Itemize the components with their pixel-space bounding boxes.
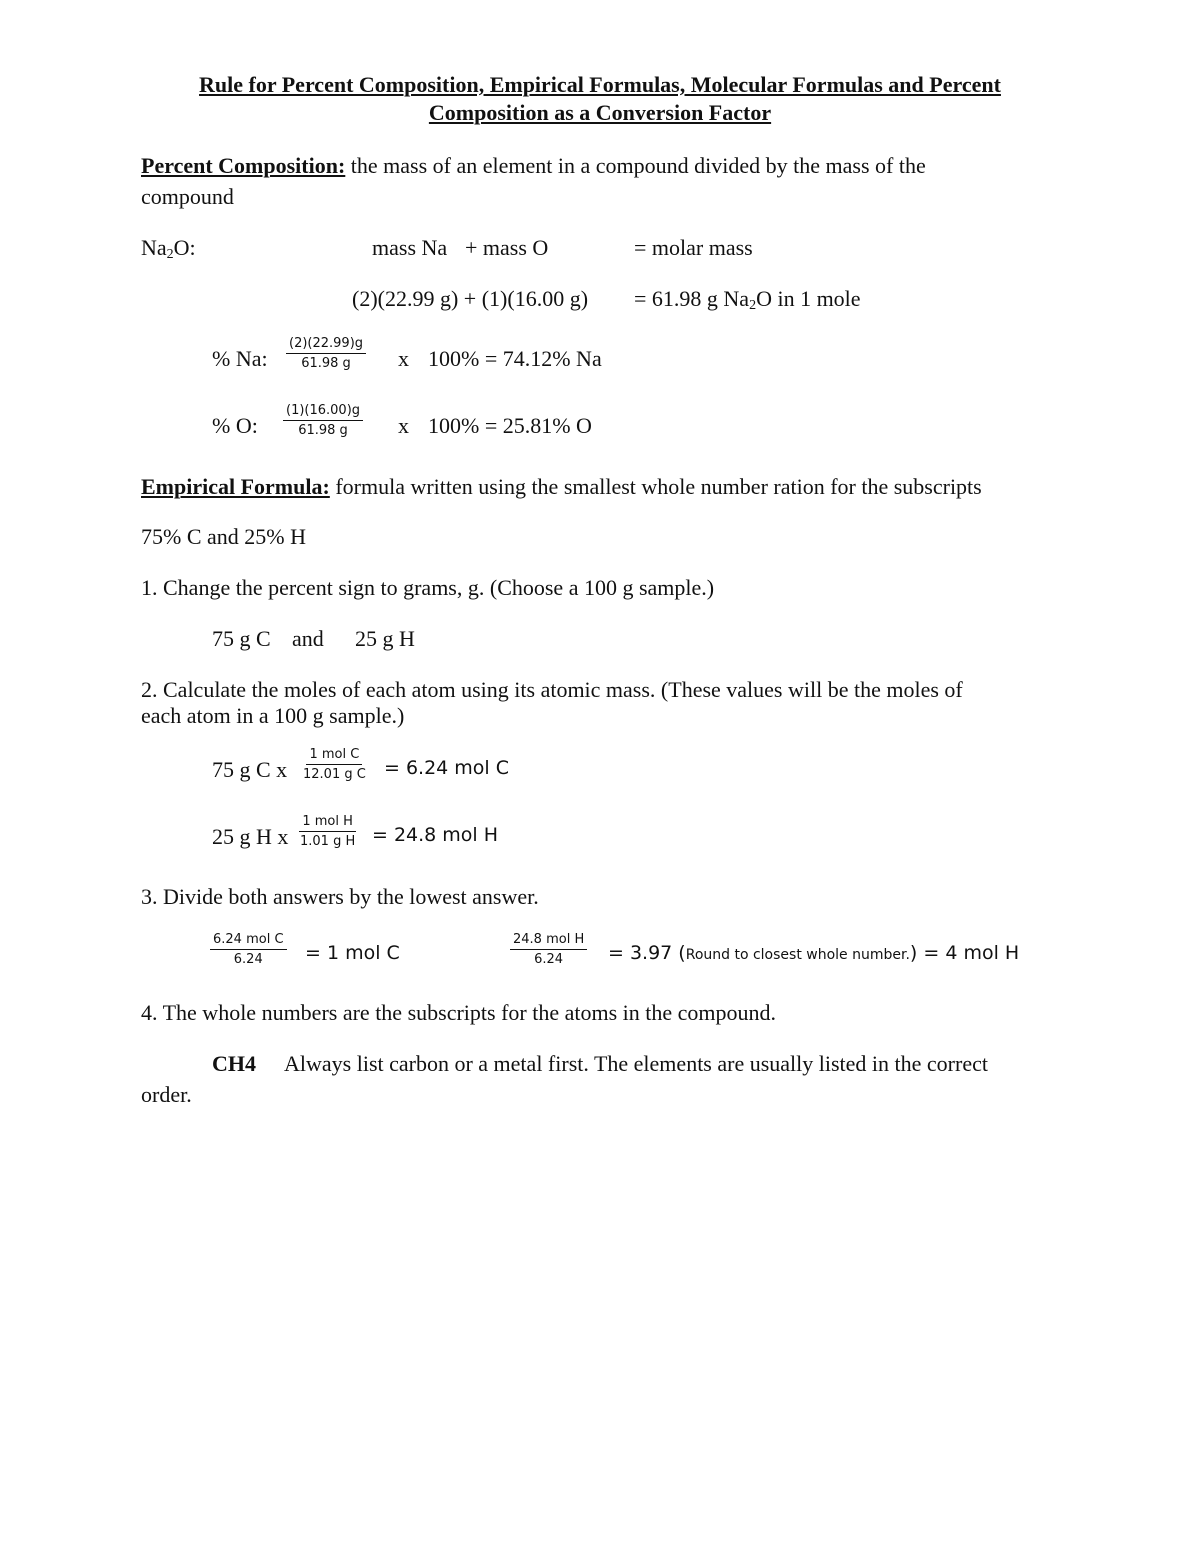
- equals-molar-mass: = molar mass: [634, 235, 753, 260]
- formula-note-line-1: Always list carbon or a metal first. The elements are usually listed in the correct: [284, 1051, 988, 1076]
- empirical-formula-result: CH4: [212, 1051, 256, 1076]
- divide-hydrogen-equals: = 3.97 (: [608, 942, 686, 964]
- molar-mass-result: [634, 286, 861, 312]
- empirical-formula-label: Empirical Formula:: [141, 474, 330, 499]
- compound-base: Na: [141, 235, 167, 260]
- compound-subscript: 2: [166, 247, 174, 262]
- step-2-line-2: each atom in a 100 g sample.): [141, 703, 405, 728]
- molar-mass-result-post: O in 1 mole: [756, 286, 861, 311]
- compound-label: [141, 235, 196, 261]
- hydrogen-denominator: 1.01 g H: [300, 834, 356, 849]
- mass-na: mass Na: [372, 235, 448, 260]
- empirical-formula-definition: [141, 474, 982, 500]
- rounding-note: Round to closest whole number.: [685, 947, 910, 963]
- divide-carbon-fraction: [210, 932, 287, 967]
- percent-o-times: x: [398, 413, 409, 438]
- formula-note-line-2: order.: [141, 1082, 192, 1107]
- empirical-example: 75% C and 25% H: [141, 524, 306, 549]
- percent-composition-definition: [141, 153, 926, 179]
- percent-o-fraction: [283, 403, 363, 438]
- percent-composition-def-line-2: compound: [141, 184, 234, 209]
- percent-o-result: 100% = 25.81% O: [428, 413, 592, 438]
- step-1: 1. Change the percent sign to grams, g. (Choose a 100 g sample.): [141, 575, 715, 600]
- divide-hydrogen-numerator: 24.8 mol H: [510, 932, 587, 950]
- divide-hydrogen-result: [608, 942, 1019, 964]
- hydrogen-fraction: [297, 814, 358, 849]
- document-title-line-2: Composition as a Conversion Factor: [428, 100, 772, 125]
- percent-o-label: % O:: [212, 413, 258, 438]
- step-1-grams-c: 75 g C: [212, 626, 271, 651]
- percent-na-times: x: [398, 346, 409, 371]
- percent-na-fraction: [286, 336, 366, 371]
- document-title-line-1: Rule for Percent Composition, Empirical Formulas, Molecular Formulas and Percent: [199, 72, 1001, 97]
- step-2-line-1: 2. Calculate the moles of each atom using its atomic mass. (These values will be the moles of: [141, 677, 963, 702]
- divide-hydrogen-denominator: 6.24: [534, 952, 564, 967]
- carbon-fraction: [300, 747, 369, 782]
- compound-tail: O:: [173, 235, 196, 260]
- hydrogen-result: = 24.8 mol H: [372, 824, 499, 846]
- step-4: 4. The whole numbers are the subscripts for the atoms in the compound.: [141, 1000, 777, 1025]
- divide-hydrogen-final: ) = 4 mol H: [909, 942, 1020, 964]
- percent-o-numerator: (1)(16.00)g: [283, 403, 363, 421]
- divide-carbon-result: = 1 mol C: [305, 942, 400, 964]
- carbon-result: = 6.24 mol C: [384, 757, 510, 779]
- molar-mass-result-pre: = 61.98 g Na: [634, 286, 750, 311]
- plus-mass-o: + mass O: [465, 235, 549, 260]
- percent-na-label: % Na:: [212, 346, 268, 371]
- percent-na-numerator: (2)(22.99)g: [286, 336, 366, 354]
- molar-mass-calculation: (2)(22.99 g) + (1)(16.00 g): [352, 286, 589, 311]
- percent-composition-def-line-1: the mass of an element in a compound divided by the mass of the: [345, 153, 926, 178]
- carbon-denominator: 12.01 g C: [303, 767, 366, 782]
- empirical-formula-def: formula written using the smallest whole number ration for the subscripts: [329, 474, 982, 499]
- percent-o-denominator: 61.98 g: [298, 423, 348, 438]
- molar-mass-result-sub: 2: [749, 298, 757, 313]
- divide-carbon-numerator: 6.24 mol C: [210, 932, 287, 950]
- step-1-and: and: [292, 626, 324, 651]
- percent-na-denominator: 61.98 g: [301, 356, 351, 371]
- carbon-calc-prefix: 75 g C x: [212, 757, 288, 782]
- carbon-numerator: 1 mol C: [306, 747, 362, 765]
- percent-composition-label: Percent Composition:: [141, 153, 346, 178]
- hydrogen-numerator: 1 mol H: [299, 814, 356, 832]
- step-3: 3. Divide both answers by the lowest answer.: [141, 884, 539, 909]
- step-1-grams-h: 25 g H: [355, 626, 415, 651]
- divide-carbon-denominator: 6.24: [233, 952, 263, 967]
- hydrogen-calc-prefix: 25 g H x: [212, 824, 289, 849]
- divide-hydrogen-fraction: [510, 932, 587, 967]
- percent-na-result: 100% = 74.12% Na: [428, 346, 602, 371]
